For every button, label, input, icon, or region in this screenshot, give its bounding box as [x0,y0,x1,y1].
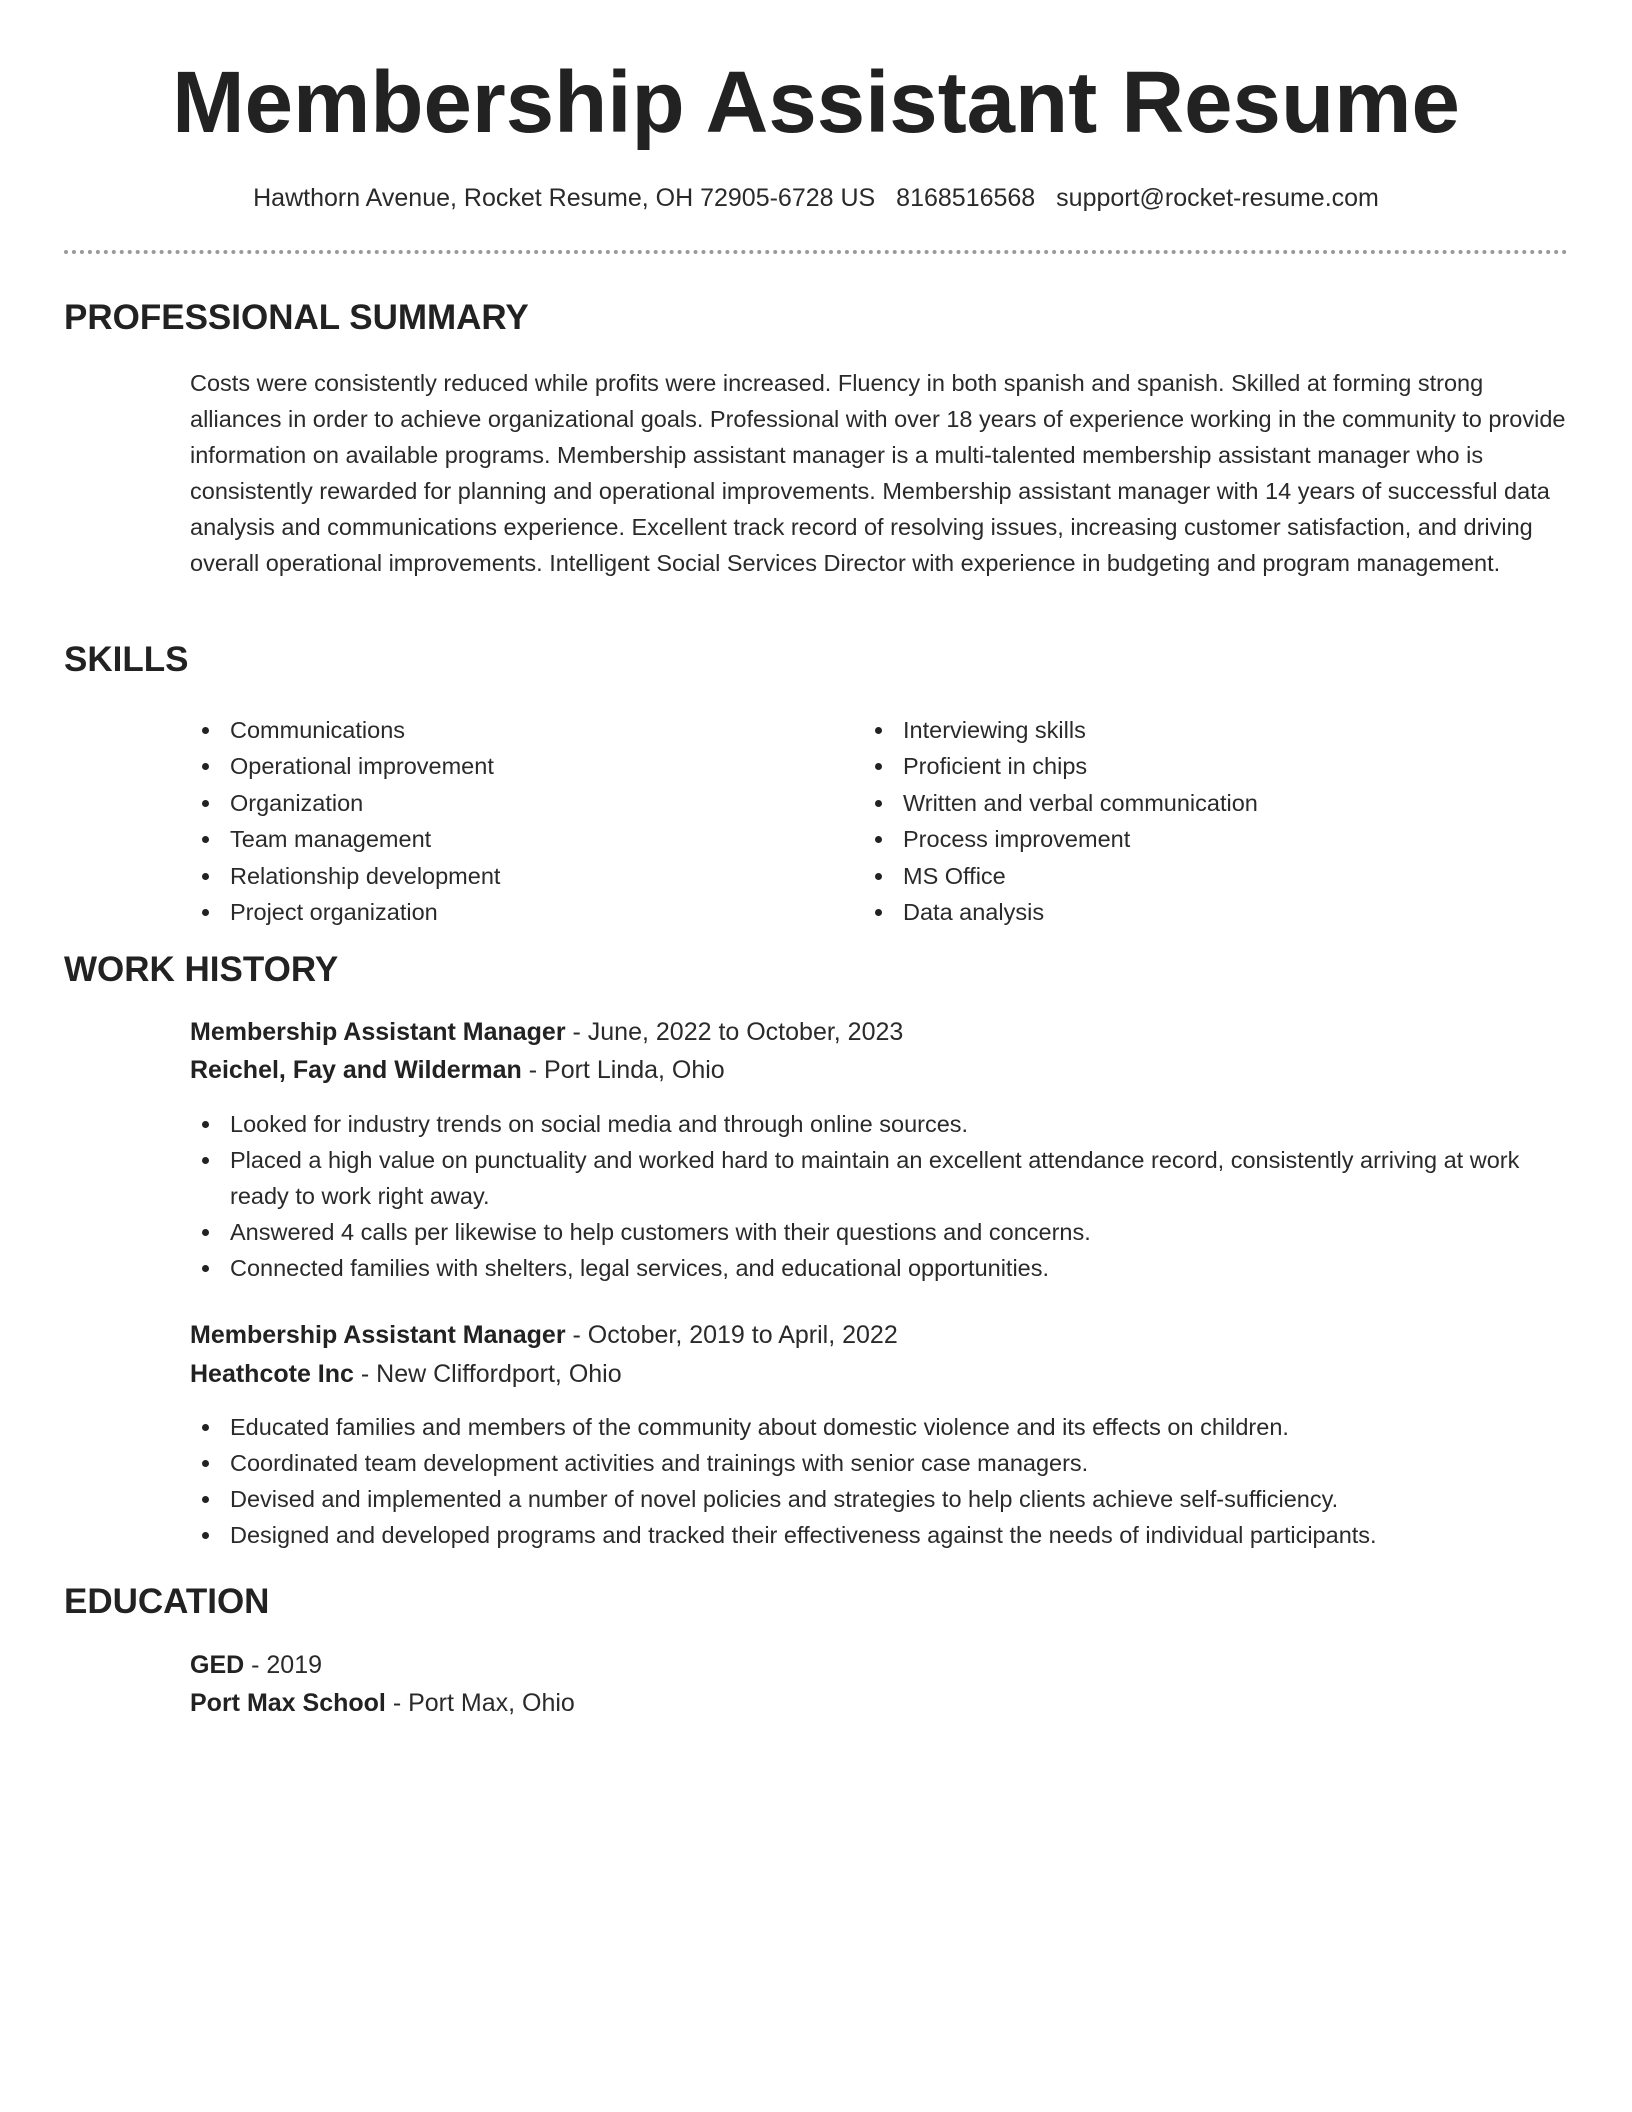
skill-item: Relationship development [186,858,500,894]
job-company: Heathcote Inc [190,1360,354,1388]
skills-list-left [186,712,500,930]
job-bullets [186,1409,1564,1553]
skill-item: Team management [186,821,500,857]
job-title-line [190,1013,903,1051]
summary-text: Costs were consistently reduced while profits were increased. Fluency in both spanish and spanish. Skilled at forming strong alliances in order to achieve organizational goals. Professional with over 18 years of experience working in the community to provide information on available programs. Membership assistant manager is a multi-talented membership assistant manager who is consistently rewarded for planning and operational improvements. Membership assistant manager with 14 years of successful data analysis and communications experience. Excellent track record of resolving issues, increasing customer satisfaction, and driving overall operational improvements. Intelligent Social Services Director with experience in budgeting and program management. [190,370,1566,576]
contact-phone: 8168516568 [896,184,1036,212]
header-divider [64,250,1568,254]
job-bullet: Placed a high value on punctuality and worked hard to maintain an excellent attendance record, consistently arriving at work ready to work right away. [186,1142,1564,1214]
separator: - [565,1018,588,1046]
contact-info [0,178,1632,218]
skills-heading: SKILLS [64,640,189,679]
skills-list-right [859,712,1258,930]
education-year: 2019 [266,1651,323,1679]
job-company-line [190,1051,725,1089]
education-location: Port Max, Ohio [408,1689,575,1717]
job-bullet: Designed and developed programs and tracked their effectiveness against the needs of individual participants. [186,1517,1564,1553]
skill-item: Organization [186,785,500,821]
skill-item: Proficient in chips [859,748,1258,784]
skill-item: Project organization [186,894,500,930]
job-title: Membership Assistant Manager [190,1321,566,1349]
job-location: New Cliffordport, Ohio [376,1360,622,1388]
skill-item: Written and verbal communication [859,785,1258,821]
contact-email: support@rocket-resume.com [1056,184,1379,212]
education-degree-line [190,1646,322,1684]
job-title: Membership Assistant Manager [190,1018,566,1046]
job-location: Port Linda, Ohio [544,1056,725,1084]
job-bullets [186,1106,1564,1286]
job-bullet: Answered 4 calls per likewise to help customers with their questions and concerns. [186,1214,1564,1250]
job-company: Reichel, Fay and Wilderman [190,1056,522,1084]
job-title-line [190,1316,898,1354]
job-bullet: Connected families with shelters, legal services, and educational opportunities. [186,1250,1564,1286]
work-heading: WORK HISTORY [64,950,339,989]
education-heading: EDUCATION [64,1582,270,1621]
education-school: Port Max School [190,1689,386,1717]
skill-item: MS Office [859,858,1258,894]
skill-item: Communications [186,712,500,748]
job-bullet: Looked for industry trends on social media and through online sources. [186,1106,1564,1142]
contact-address: Hawthorn Avenue, Rocket Resume, OH 72905-6728 US [253,184,876,212]
education-degree: GED [190,1651,245,1679]
education-school-line [190,1684,575,1722]
separator: - [565,1321,588,1349]
job-bullet: Educated families and members of the community about domestic violence and its effects on children. [186,1409,1564,1445]
separator: - [521,1056,545,1084]
skill-item: Process improvement [859,821,1258,857]
separator: - [244,1651,267,1679]
job-bullet: Devised and implemented a number of novel policies and strategies to help clients achieve self-sufficiency. [186,1481,1564,1517]
separator: - [353,1360,377,1388]
job-company-line [190,1355,622,1393]
job-bullet: Coordinated team development activities and trainings with senior case managers. [186,1445,1564,1481]
skill-item: Operational improvement [186,748,500,784]
skill-item: Data analysis [859,894,1258,930]
separator: - [385,1689,409,1717]
skill-item: Interviewing skills [859,712,1258,748]
summary-heading: PROFESSIONAL SUMMARY [64,298,529,337]
job-dates: June, 2022 to October, 2023 [587,1018,904,1046]
job-dates: October, 2019 to April, 2022 [587,1321,898,1349]
resume-title: Membership Assistant Resume [172,54,1460,151]
